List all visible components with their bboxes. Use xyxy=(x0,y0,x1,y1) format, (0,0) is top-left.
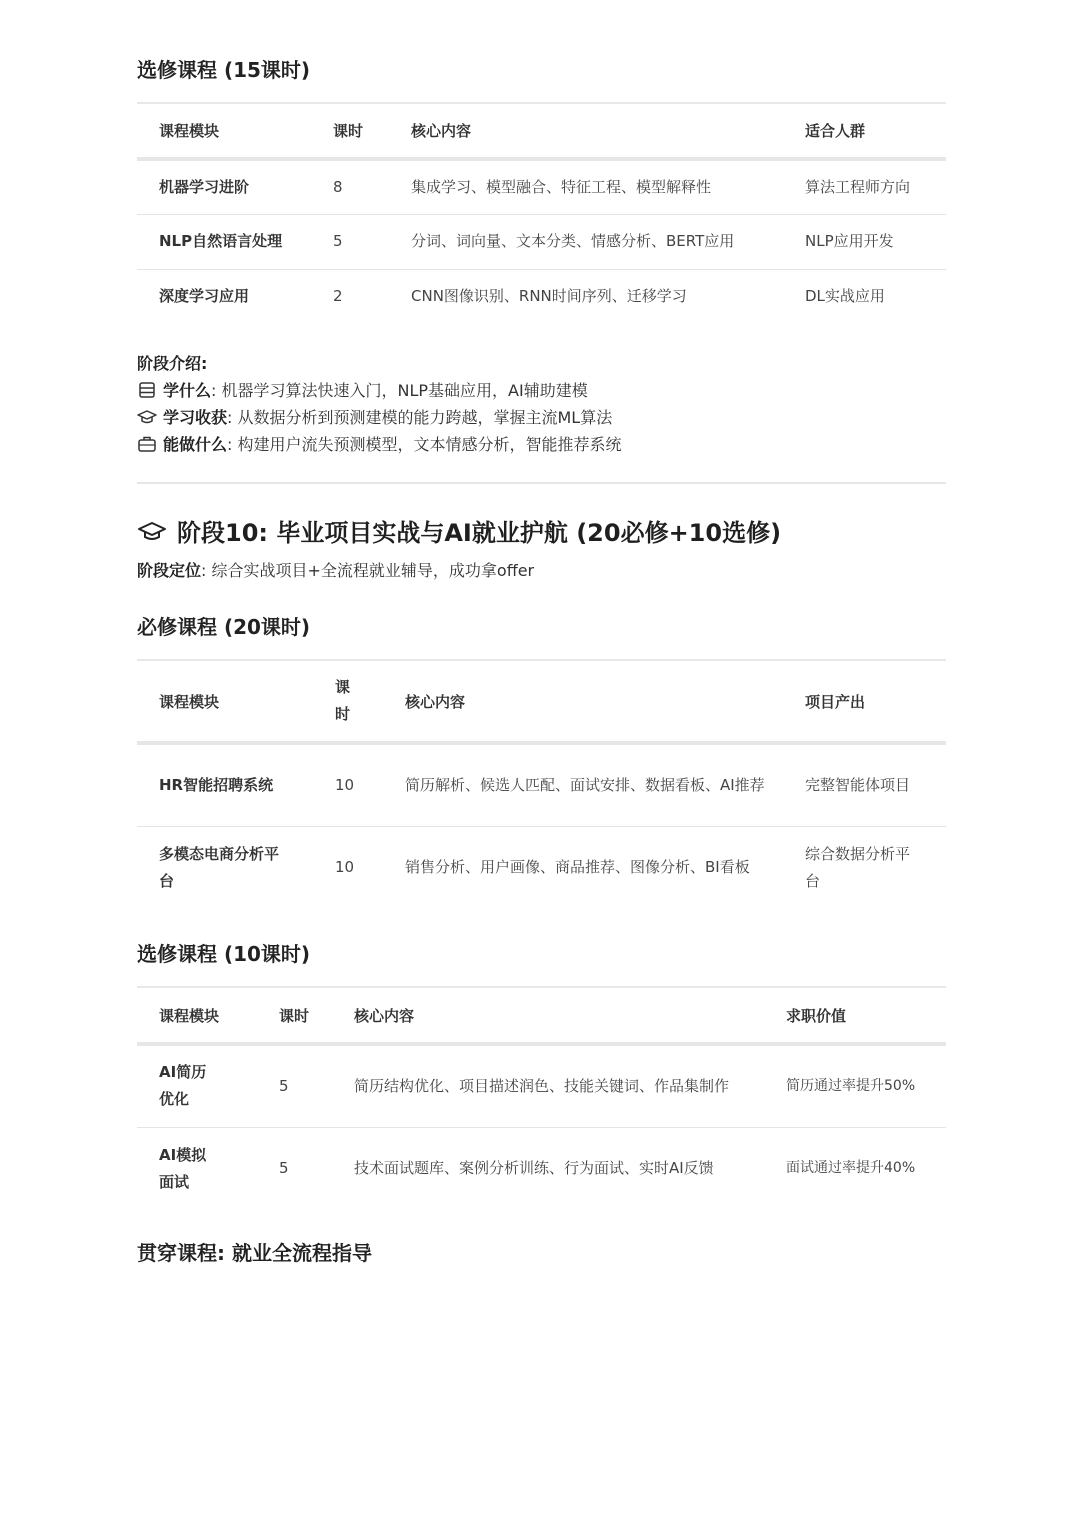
graduation-cap-icon xyxy=(137,407,157,427)
intro-label: 能做什么 xyxy=(163,435,228,454)
briefcase-icon xyxy=(137,434,157,454)
stage-10-title: 阶段10: 毕业项目实战与AI就业护航 (20必修+10选修) xyxy=(177,519,782,547)
elective-10-table xyxy=(137,986,946,1210)
cell-hours: 5 xyxy=(279,1044,354,1127)
header-module: 课程模块 xyxy=(137,987,279,1044)
graduation-cap-icon xyxy=(137,518,167,544)
cell-content: 销售分析、用户画像、商品推荐、图像分析、BI看板 xyxy=(405,858,750,877)
elective-10-title: 选修课程 (10课时) xyxy=(137,942,311,966)
cell-audience: NLP应用开发 xyxy=(805,214,946,269)
stage-10-position xyxy=(137,558,534,581)
required-20-table xyxy=(137,659,946,909)
table-header-row xyxy=(137,660,946,743)
header-output: 项目产出 xyxy=(805,660,946,743)
cell-module: AI简历优化 xyxy=(137,1044,279,1127)
position-label: 阶段定位 xyxy=(137,561,202,580)
cell-audience: 算法工程师方向 xyxy=(805,159,946,214)
intro-text: : 从数据分析到预测建模的能力跨越，掌握主流ML算法 xyxy=(227,408,613,427)
intro-label: 学什么 xyxy=(163,381,212,400)
table-row xyxy=(137,826,946,909)
header-module: 课程模块 xyxy=(137,103,333,159)
header-hours: 课时 xyxy=(279,987,354,1044)
cell-hours: 10 xyxy=(335,858,355,877)
cell-value: 面试通过率提升40% xyxy=(786,1160,916,1177)
cell-content: 技术面试题库、案例分析训练、行为面试、实时AI反馈 xyxy=(354,1159,714,1178)
cell-module: 深度学习应用 xyxy=(159,287,250,306)
cell-content: 简历解析、候选人匹配、面试安排、数据看板、AI推荐 xyxy=(405,743,805,826)
header-hours: 课时 xyxy=(333,103,411,159)
cell-hours: 8 xyxy=(333,159,411,214)
intro-title-text: 阶段介绍: xyxy=(137,354,208,373)
cell-hours: 5 xyxy=(279,1159,289,1178)
cell-audience: DL实战应用 xyxy=(805,287,885,306)
cell-content: 分词、词向量、文本分类、情感分析、BERT应用 xyxy=(411,214,805,269)
section-divider xyxy=(137,482,946,484)
cell-content: CNN图像识别、RNN时间序列、迁移学习 xyxy=(411,287,687,306)
intro-text: : 机器学习算法快速入门，NLP基础应用，AI辅助建模 xyxy=(211,381,588,400)
header-content: 核心内容 xyxy=(411,103,805,159)
cell-content: 简历结构优化、项目描述润色、技能关键词、作品集制作 xyxy=(354,1044,786,1127)
intro-item-can-do xyxy=(137,432,622,455)
cell-module: 多模态电商分析平台 xyxy=(159,844,280,890)
table-row xyxy=(137,159,946,214)
table-row xyxy=(137,1127,946,1210)
intro-item-gain xyxy=(137,405,612,428)
elective-15-table xyxy=(137,102,946,324)
header-module: 课程模块 xyxy=(137,660,335,743)
header-hours-text: 课时 xyxy=(335,678,351,723)
through-course-title: 贯穿课程: 就业全流程指导 xyxy=(137,1241,372,1265)
cell-value: 简历通过率提升50% xyxy=(786,1044,946,1127)
intro-label: 学习收获 xyxy=(163,408,228,427)
intro-text: : 构建用户流失预测模型，文本情感分析，智能推荐系统 xyxy=(227,435,622,454)
cell-module: 机器学习进阶 xyxy=(137,159,333,214)
cell-output: 完整智能体项目 xyxy=(805,743,946,826)
table-row xyxy=(137,269,946,324)
header-content: 核心内容 xyxy=(354,987,786,1044)
position-text: : 综合实战项目+全流程就业辅导，成功拿offer xyxy=(201,561,535,580)
cell-output: 综合数据分析平台 xyxy=(805,844,911,890)
table-header-row xyxy=(137,987,946,1044)
database-icon xyxy=(137,380,157,400)
intro-title xyxy=(137,351,207,374)
header-audience: 适合人群 xyxy=(805,103,946,159)
header-hours xyxy=(335,660,405,743)
table-row xyxy=(137,1044,946,1127)
cell-content: 集成学习、模型融合、特征工程、模型解释性 xyxy=(411,159,805,214)
cell-hours: 2 xyxy=(333,287,343,306)
intro-item-what xyxy=(137,378,588,401)
header-value: 求职价值 xyxy=(786,987,946,1044)
cell-module: AI模拟面试 xyxy=(159,1145,207,1191)
cell-hours: 5 xyxy=(333,214,411,269)
header-content: 核心内容 xyxy=(405,660,805,743)
table-header-row xyxy=(137,103,946,159)
stage-10-heading xyxy=(137,513,781,548)
cell-module: NLP自然语言处理 xyxy=(137,214,333,269)
required-20-title: 必修课程 (20课时) xyxy=(137,615,311,639)
cell-module: HR智能招聘系统 xyxy=(137,743,335,826)
table-row xyxy=(137,214,946,269)
elective-15-title: 选修课程 (15课时) xyxy=(137,58,311,82)
cell-hours: 10 xyxy=(335,743,405,826)
table-row xyxy=(137,743,946,826)
